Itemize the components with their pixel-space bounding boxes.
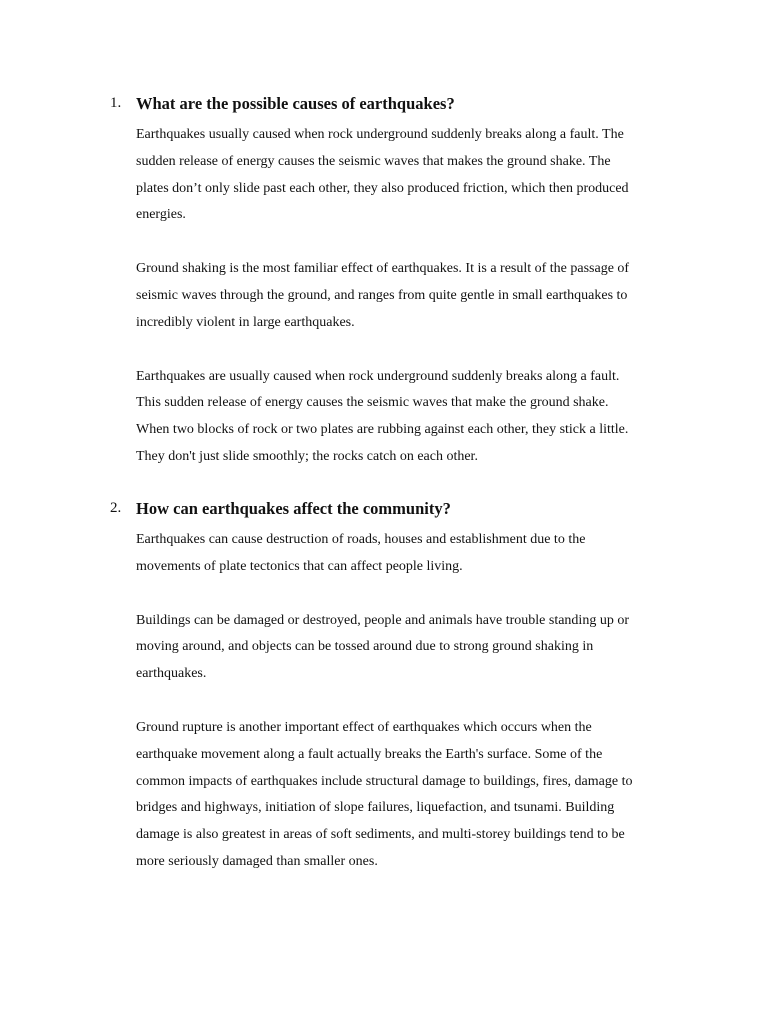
text-line: Ground shaking is the most familiar effect of earthquakes. It is a result of the passage of [136,261,630,277]
question-1-number: 1. [110,95,122,111]
text-line: moving around, and objects can be tossed around due to strong ground shaking in [136,639,594,655]
question-2-answer [136,527,670,876]
text-line: more seriously damaged than smaller ones. [136,853,378,869]
text-line: energies. [136,207,186,223]
question-2-title: How can earthquakes affect the community? [136,499,451,518]
text-line: earthquakes. [136,666,207,682]
text-line: movements of plate tectonics that can affect people living. [136,558,463,574]
answer-1-paragraph-2 [136,256,676,336]
text-line: Earthquakes can cause destruction of roads, houses and establishment due to the [136,532,586,547]
question-1 [110,94,670,471]
question-2-heading [110,499,670,521]
text-line: incredibly violent in large earthquakes. [136,314,355,330]
answer-2-paragraph-3 [136,715,676,876]
text-line: Earthquakes are usually caused when rock underground suddenly breaks along a fault. [136,368,620,384]
answer-2-paragraph-2 [136,608,676,688]
question-1-title: What are the possible causes of earthquakes? [136,94,455,113]
question-2 [110,499,670,876]
text-line: earthquake movement along a fault actually breaks the Earth's surface. Some of the [136,746,603,762]
text-line: Earthquakes usually caused when rock underground suddenly breaks along a fault. The [136,127,624,142]
text-line: They don't just slide smoothly; the rocks catch on each other. [136,448,478,464]
answer-1-paragraph-3 [136,364,676,471]
text-line: common impacts of earthquakes include structural damage to buildings, fires, damage to [136,773,633,789]
text-line: Ground rupture is another important effect of earthquakes which occurs when the [136,719,592,735]
question-2-number: 2. [110,500,122,516]
text-line: When two blocks of rock or two plates are rubbing against each other, they stick a little. [136,422,629,438]
text-line: Buildings can be damaged or destroyed, people and animals have trouble standing up or [136,612,629,628]
text-line: This sudden release of energy causes the seismic waves that make the ground shake. [136,395,609,411]
text-line: bridges and highways, initiation of slope failures, liquefaction, and tsunami. Building [136,800,615,816]
text-line: sudden release of energy causes the seismic waves that makes the ground shake. The [136,153,611,169]
text-line: seismic waves through the ground, and ranges from quite gentle in small earthquakes to [136,287,628,303]
answer-2-paragraph-1 [136,527,676,581]
text-line: plates don’t only slide past each other, they also produced friction, which then produced [136,180,629,196]
text-line: damage is also greatest in areas of soft sediments, and multi-storey buildings tend to be [136,827,625,843]
answer-1-paragraph-1 [136,122,676,229]
question-1-answer [136,122,670,471]
question-1-heading [110,94,670,116]
